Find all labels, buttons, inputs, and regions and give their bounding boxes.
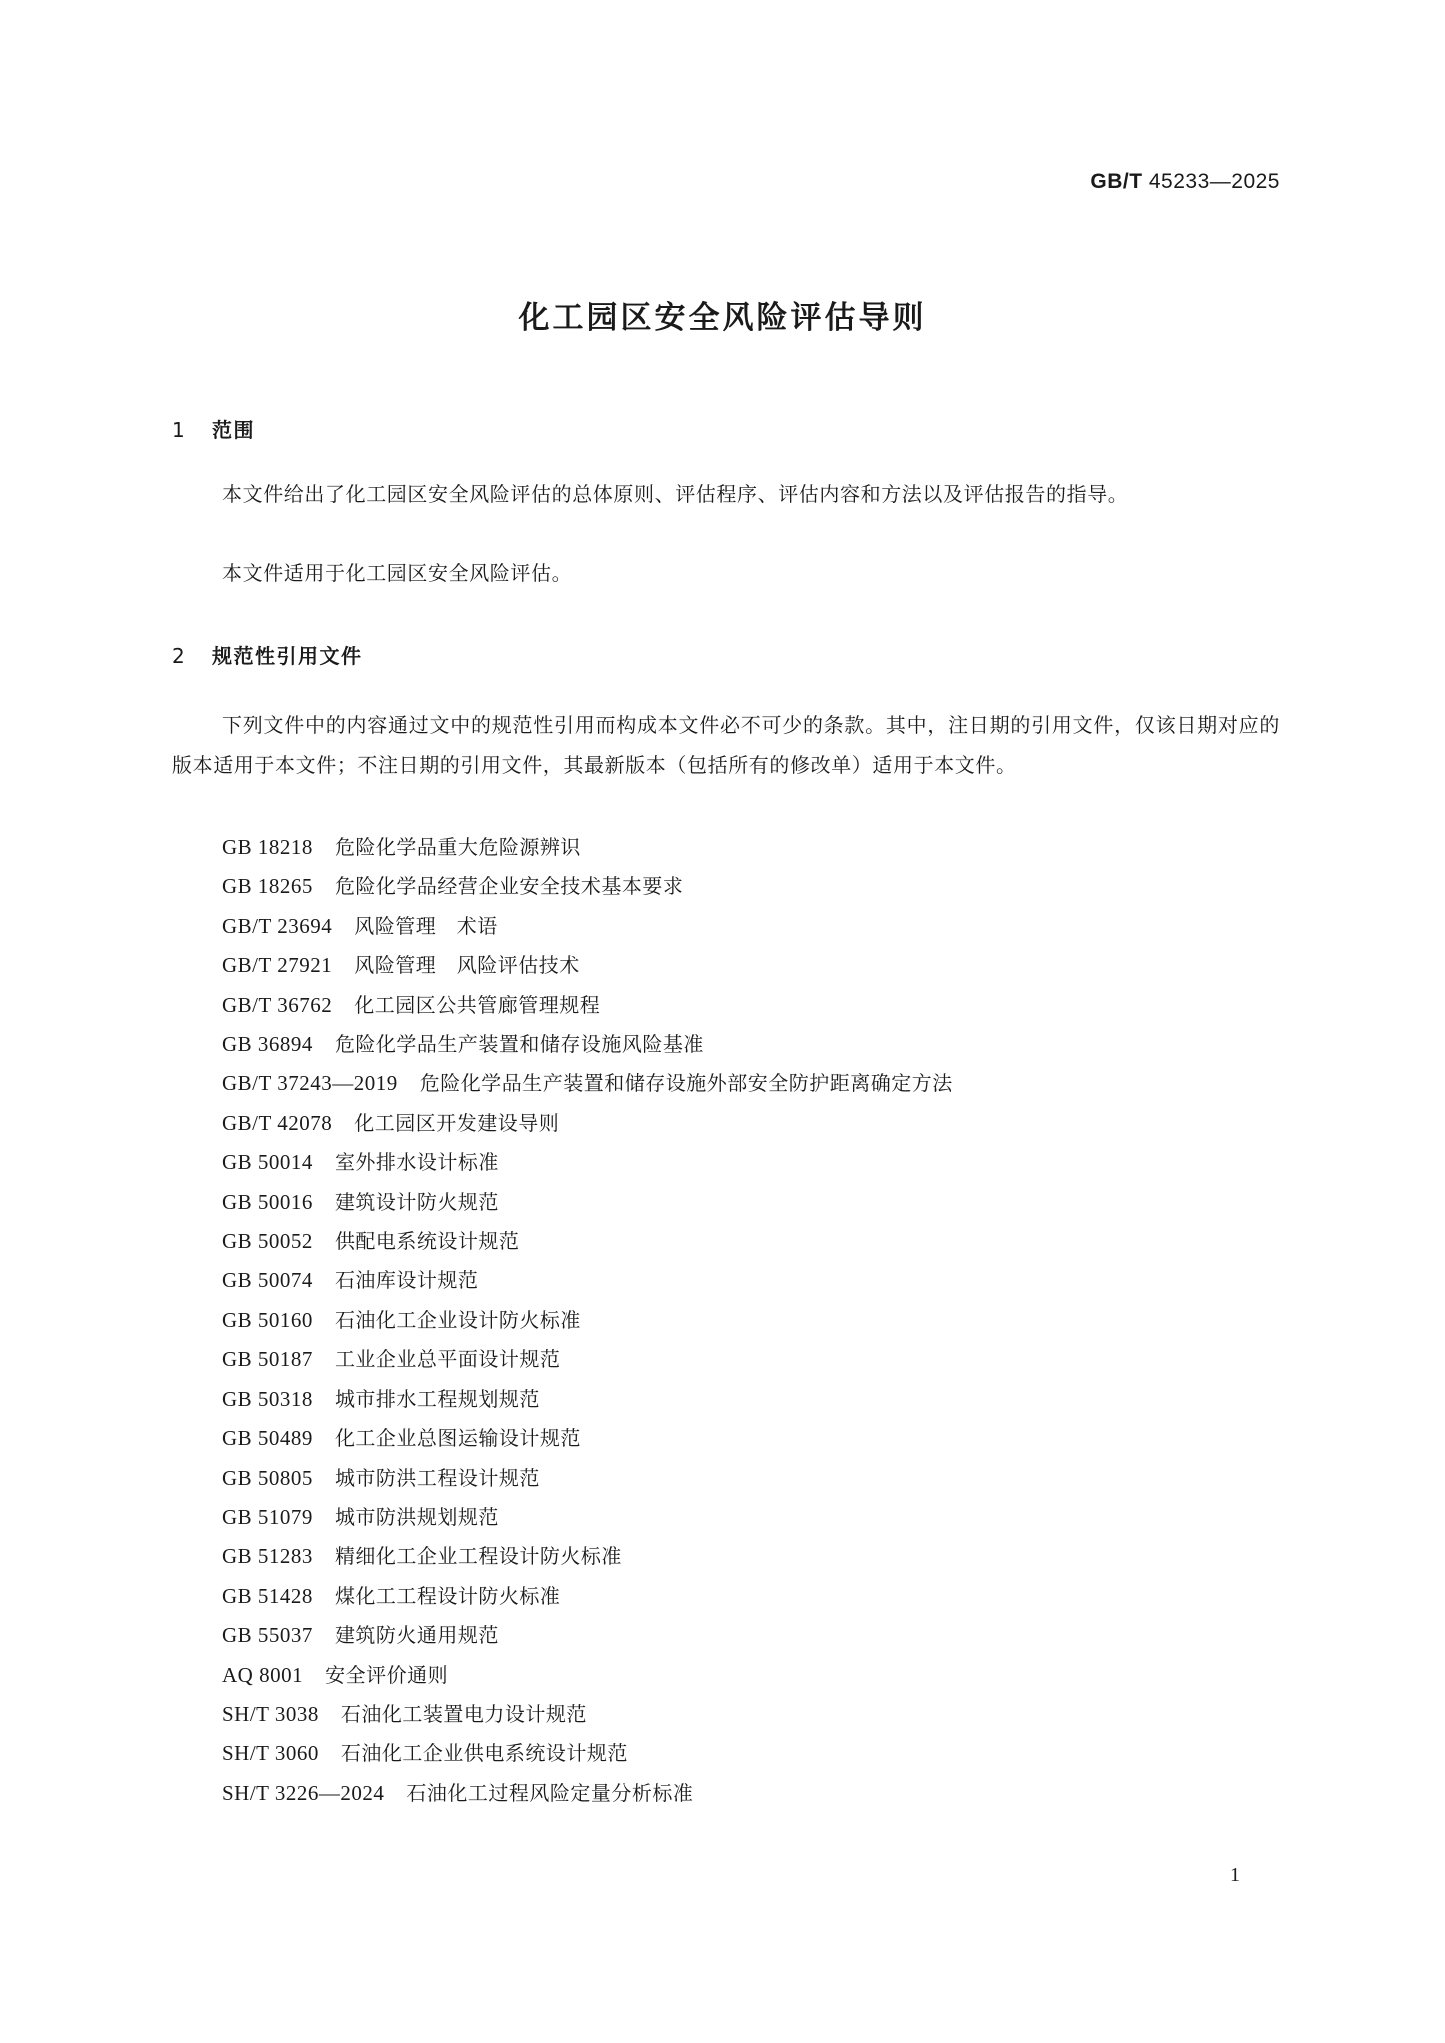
reference-item [222, 1616, 953, 1655]
reference-item [222, 1498, 953, 1537]
standard-code [1090, 170, 1280, 194]
reference-code: GB 50318 [222, 1386, 313, 1411]
reference-title: 危险化学品生产装置和储存设施风险基准 [334, 1032, 704, 1057]
document-title: 化工园区安全风险评估导则 [518, 300, 927, 336]
reference-list [222, 828, 953, 1813]
reference-title: 煤化工工程设计防火标准 [334, 1583, 561, 1608]
reference-item [222, 907, 953, 946]
reference-item [222, 1025, 953, 1064]
reference-code: GB 50187 [222, 1347, 313, 1372]
reference-item [222, 946, 953, 985]
reference-code: GB 51428 [222, 1583, 313, 1608]
scope-paragraph-2: 本文件适用于化工园区安全风险评估。 [222, 561, 573, 585]
reference-title: 城市防洪工程设计规范 [334, 1465, 540, 1490]
reference-code: GB 51079 [222, 1504, 313, 1529]
reference-code: GB 55037 [222, 1623, 313, 1648]
reference-title: 风险管理 术语 [354, 913, 498, 938]
reference-item [222, 1261, 953, 1300]
reference-item [222, 828, 953, 867]
reference-item [222, 1222, 953, 1261]
reference-code: GB 18265 [222, 874, 313, 899]
section-title: 规范性引用文件 [212, 644, 363, 668]
reference-item [222, 1734, 953, 1773]
reference-item [222, 1577, 953, 1616]
section-heading-normative-references [172, 640, 363, 669]
reference-title: 城市防洪规划规范 [334, 1504, 499, 1529]
section-number: 1 [172, 418, 187, 442]
references-intro-paragraph: 下列文件中的内容通过文中的规范性引用而构成本文件必不可少的条款。其中，注日期的引用文件，仅该日期对应的版本适用于本文件；不注日期的引用文件，其最新版本（包括所有的修改单）适用于本文件。 [172, 713, 1280, 777]
standard-code-number: 45233—2025 [1148, 170, 1280, 193]
reference-code: GB/T 23694 [222, 913, 333, 938]
reference-title: 室外排水设计标准 [334, 1150, 499, 1175]
reference-item [222, 1104, 953, 1143]
reference-item [222, 1183, 953, 1222]
page-number: 1 [1230, 1864, 1240, 1886]
reference-code: GB/T 27921 [222, 953, 333, 978]
reference-code: GB 50016 [222, 1189, 313, 1214]
reference-code: AQ 8001 [222, 1662, 304, 1687]
reference-title: 危险化学品重大危险源辨识 [334, 835, 581, 859]
reference-code: GB 50074 [222, 1268, 313, 1293]
reference-title: 石油化工企业供电系统设计规范 [340, 1741, 628, 1766]
section-number: 2 [172, 644, 187, 668]
standard-code-prefix: GB/T [1090, 170, 1143, 193]
reference-title: 供配电系统设计规范 [334, 1229, 520, 1254]
reference-code: GB 51283 [222, 1544, 313, 1569]
reference-code: SH/T 3038 [222, 1701, 319, 1726]
reference-title: 城市排水工程规划规范 [334, 1386, 540, 1411]
reference-code: GB 50489 [222, 1426, 313, 1451]
reference-title: 化工园区公共管廊管理规程 [354, 992, 601, 1017]
scope-paragraph-1: 本文件给出了化工园区安全风险评估的总体原则、评估程序、评估内容和方法以及评估报告的指导。 [222, 482, 1129, 506]
reference-item [222, 1380, 953, 1419]
reference-item [222, 1340, 953, 1379]
reference-title: 精细化工企业工程设计防火标准 [334, 1544, 622, 1569]
reference-title: 化工园区开发建设导则 [354, 1110, 560, 1135]
reference-item [222, 1459, 953, 1498]
reference-code: GB 50805 [222, 1465, 313, 1490]
reference-code: SH/T 3060 [222, 1741, 319, 1766]
reference-title: 工业企业总平面设计规范 [334, 1347, 561, 1372]
reference-code: SH/T 3226—2024 [222, 1780, 385, 1805]
reference-title: 建筑防火通用规范 [334, 1623, 499, 1648]
reference-item [222, 1656, 953, 1695]
reference-title: 石油化工过程风险定量分析标准 [406, 1780, 694, 1805]
reference-code: GB 50160 [222, 1307, 313, 1332]
reference-code: GB 50052 [222, 1229, 313, 1254]
reference-code: GB/T 36762 [222, 992, 333, 1017]
reference-item [222, 1064, 953, 1103]
reference-item [222, 1301, 953, 1340]
reference-title: 危险化学品经营企业安全技术基本要求 [334, 874, 684, 899]
reference-title: 安全评价通则 [325, 1662, 449, 1687]
reference-code: GB 50014 [222, 1150, 313, 1175]
reference-item [222, 867, 953, 906]
reference-title: 石油化工装置电力设计规范 [340, 1701, 587, 1726]
reference-item [222, 1695, 953, 1734]
section-heading-scope [172, 414, 255, 443]
reference-code: GB 36894 [222, 1032, 313, 1057]
reference-item [222, 1537, 953, 1576]
reference-title: 危险化学品生产装置和储存设施外部安全防护距离确定方法 [419, 1071, 953, 1096]
section-title: 范围 [212, 418, 255, 442]
reference-title: 风险管理 风险评估技术 [354, 953, 580, 978]
reference-title: 石油库设计规范 [334, 1268, 479, 1293]
reference-title: 建筑设计防火规范 [334, 1189, 499, 1214]
reference-code: GB 18218 [222, 835, 313, 859]
reference-item [222, 1419, 953, 1458]
reference-title: 石油化工企业设计防火标准 [334, 1307, 581, 1332]
reference-title: 化工企业总图运输设计规范 [334, 1426, 581, 1451]
reference-code: GB/T 42078 [222, 1110, 333, 1135]
reference-item [222, 1774, 953, 1813]
reference-code: GB/T 37243—2019 [222, 1071, 398, 1096]
reference-item [222, 1143, 953, 1182]
reference-item [222, 986, 953, 1025]
